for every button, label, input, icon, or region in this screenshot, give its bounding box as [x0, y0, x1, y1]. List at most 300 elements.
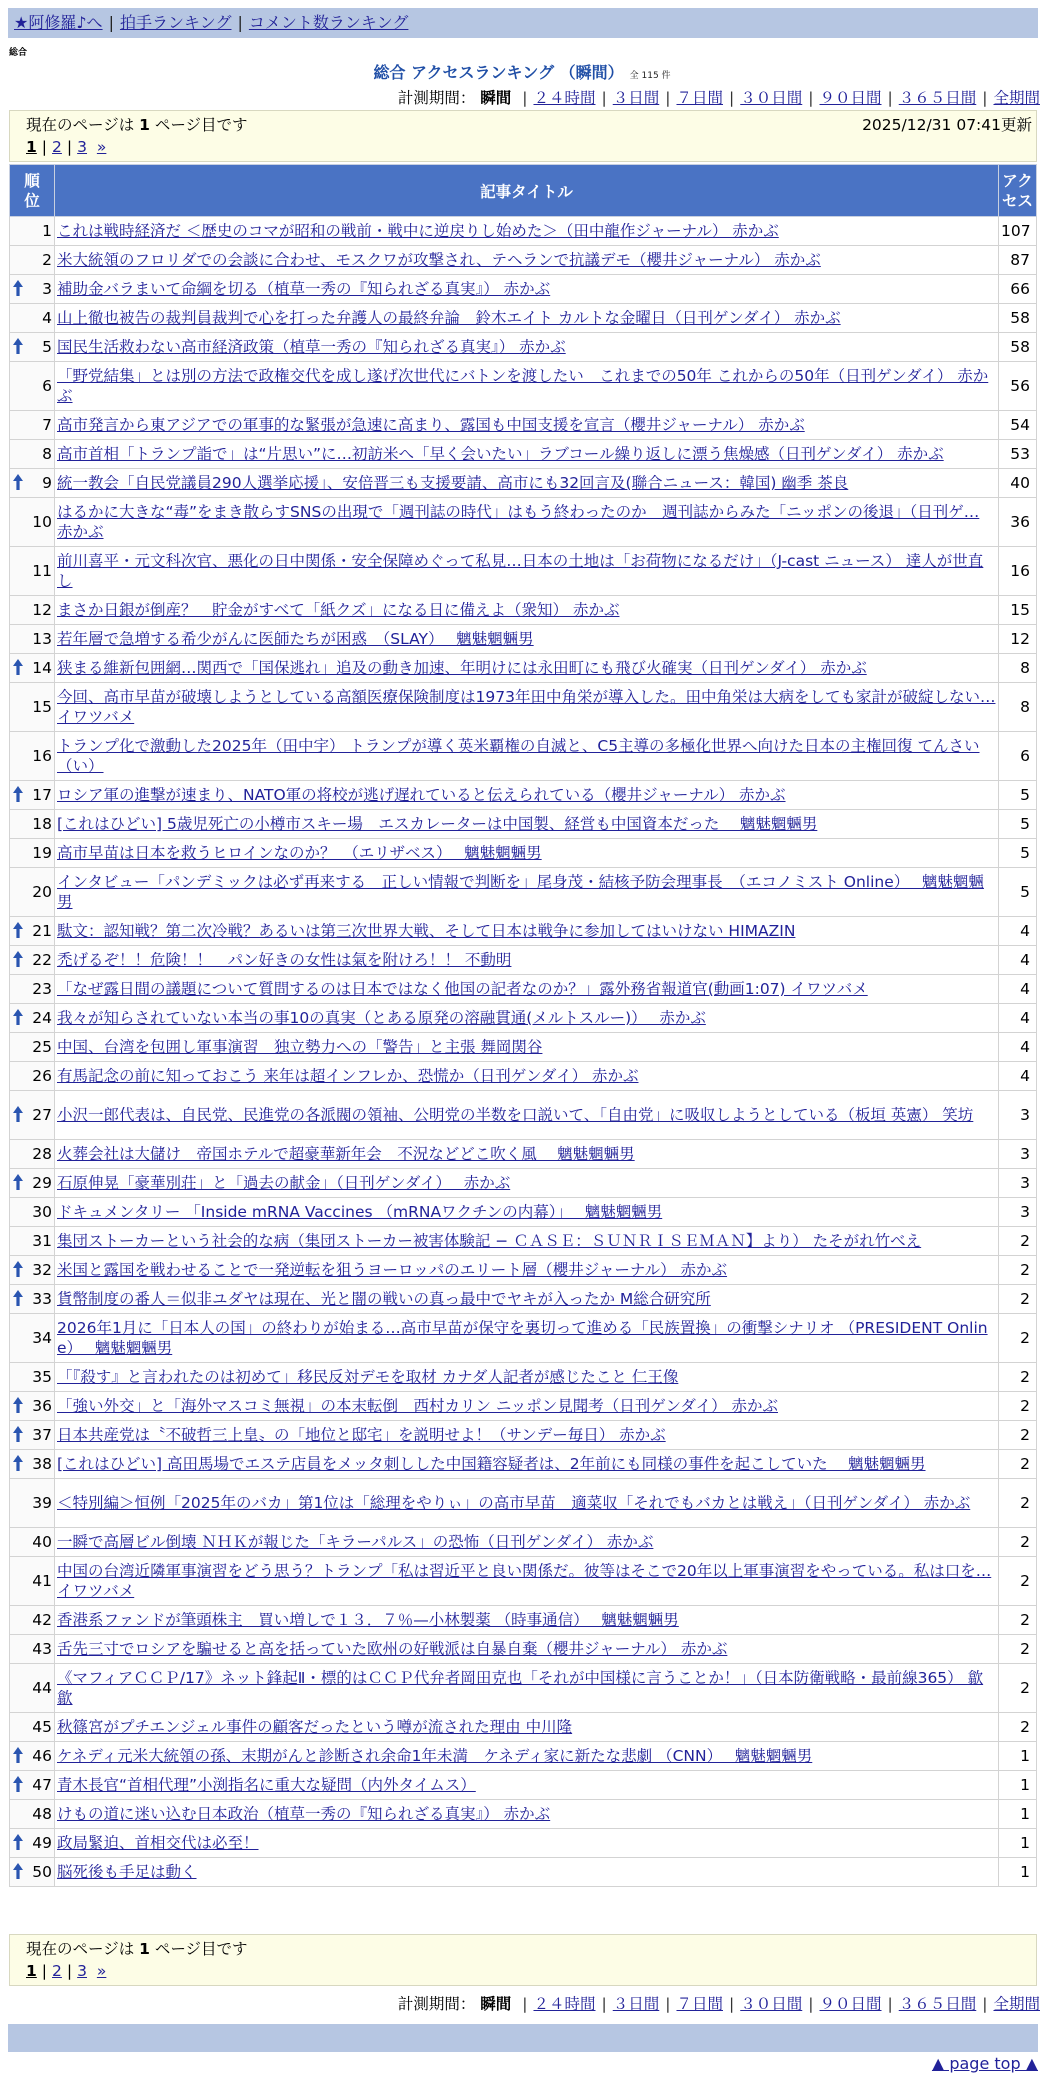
- article-link[interactable]: 中国の台湾近隣軍事演習をどう思う？トランプ「私は習近平と良い関係だ。彼等はそこで20年以上軍事演習をやっている。私は口を… イワツバメ: [57, 1562, 992, 1600]
- article-link[interactable]: 高市首相「トランプ詣で」は“片思い”に…初訪米へ「早く会いたい」ラブコール繰り返しに漂う焦燥感（日刊ゲンダイ） 赤かぶ: [57, 445, 944, 463]
- table-row: [10, 498, 1037, 547]
- rank-cell: [10, 946, 55, 975]
- access-count: 2: [999, 1606, 1037, 1635]
- article-link[interactable]: 高市発言から東アジアでの軍事的な緊張が急速に高まり、露国も中国支援を宣言（櫻井ジャーナル） 赤かぶ: [57, 416, 805, 434]
- next-page-link[interactable]: »: [96, 1962, 107, 1980]
- table-row: [10, 625, 1037, 654]
- title-cell: [55, 1858, 999, 1887]
- up-arrow-icon: [13, 1397, 23, 1413]
- access-count: 4: [999, 917, 1037, 946]
- rank-cell: [10, 917, 55, 946]
- title-cell: [55, 1606, 999, 1635]
- table-row: [10, 1198, 1037, 1227]
- rank-cell: [10, 1771, 55, 1800]
- rank-number: 11: [32, 562, 52, 580]
- article-link[interactable]: 今回、高市早苗が破壊しようとしている高額医療保険制度は1973年田中角栄が導入した。田中角栄は大病をしても家計が破綻しない… イワツバメ: [57, 688, 996, 726]
- rank-cell: [10, 1363, 55, 1392]
- title-cell: [55, 1742, 999, 1771]
- access-count: 1: [999, 1742, 1037, 1771]
- access-count: 12: [999, 625, 1037, 654]
- title-cell: [55, 946, 999, 975]
- article-link[interactable]: 香港系ファンドが筆頭株主 買い増しで１３．７％—小林製薬 （時事通信） 魑魅魍魎男: [57, 1611, 679, 1629]
- period-link[interactable]: ７日間: [676, 89, 723, 107]
- access-count: 4: [999, 1033, 1037, 1062]
- article-link[interactable]: 一瞬で高層ビル倒壊 ＮＨＫが報じた「キラーパルス」の恐怖（日刊ゲンダイ） 赤かぶ: [57, 1533, 654, 1551]
- rank-number: 30: [32, 1203, 52, 1221]
- rank-number: 20: [32, 883, 52, 901]
- rank-number: 9: [42, 474, 52, 492]
- access-count: 1: [999, 1858, 1037, 1887]
- rank-cell: [10, 1800, 55, 1829]
- access-count: 2: [999, 1227, 1037, 1256]
- access-count: 1: [999, 1800, 1037, 1829]
- table-row: [10, 1033, 1037, 1062]
- access-count: 2: [999, 1635, 1037, 1664]
- up-arrow-icon: [13, 1834, 23, 1850]
- article-link[interactable]: 火葬会社は大儲け 帝国ホテルで超豪華新年会 不況などどこ吹く風 魑魅魍魎男: [57, 1145, 635, 1163]
- article-link[interactable]: 狭まる維新包囲網…関西で「国保逃れ」追及の動き加速、年明けには永田町にも飛び火確実（日刊ゲンダイ） 赤かぶ: [57, 659, 867, 677]
- rank-cell: [10, 1479, 55, 1528]
- title-cell: [55, 1829, 999, 1858]
- article-link[interactable]: 舌先三寸でロシアを騙せると高を括っていた欧州の好戦派は自暴自棄（櫻井ジャーナル） 赤かぶ: [57, 1640, 728, 1658]
- article-link[interactable]: [これはひどい] 5歳児死亡の小樽市スキー場 エスカレーターは中国製、経営も中国資本だった 魑魅魍魎男: [57, 815, 818, 833]
- rank-cell: [10, 732, 55, 781]
- period-link[interactable]: ３０日間: [740, 1995, 803, 2013]
- updated-timestamp: 2025/12/31 07:41更新: [862, 116, 1032, 134]
- title-cell: [55, 810, 999, 839]
- access-count: 2: [999, 1363, 1037, 1392]
- title-cell: [55, 362, 999, 411]
- table-row: [10, 1140, 1037, 1169]
- rank-cell: [10, 217, 55, 246]
- rank-number: 27: [32, 1106, 52, 1124]
- page-separator: |: [66, 1962, 73, 1980]
- period-separator: |: [729, 1995, 735, 2013]
- up-arrow-icon: [13, 280, 23, 296]
- period-separator: |: [601, 1995, 607, 2013]
- rank-number: 50: [32, 1863, 52, 1881]
- rank-cell: [10, 1169, 55, 1198]
- rank-cell: [10, 1140, 55, 1169]
- up-arrow-icon: [13, 1009, 23, 1025]
- article-link[interactable]: これは戦時経済だ ＜歴史のコマが昭和の戦前・戦中に逆戻りし始めた＞（田中龍作ジャーナル） 赤かぶ: [57, 222, 779, 240]
- rank-cell: [10, 1635, 55, 1664]
- rank-number: 17: [32, 786, 52, 804]
- period-label: 計測期間：: [397, 1995, 476, 2013]
- up-arrow-icon: [13, 1863, 23, 1879]
- access-count: 58: [999, 333, 1037, 362]
- rank-cell: [10, 498, 55, 547]
- rank-number: 22: [32, 951, 52, 969]
- table-row: [10, 1858, 1037, 1887]
- period-link[interactable]: ３０日間: [740, 89, 803, 107]
- page-link[interactable]: 2: [52, 1962, 62, 1980]
- table-row: [10, 1713, 1037, 1742]
- access-count: 1: [999, 1771, 1037, 1800]
- title-cell: [55, 1771, 999, 1800]
- access-count: 5: [999, 868, 1037, 917]
- rank-number: 44: [32, 1679, 52, 1697]
- article-link[interactable]: 「野党結集」とは別の方法で政権交代を成し遂げ次世代にバトンを渡したい これまでの50年 これからの50年（日刊ゲンダイ） 赤かぶ: [57, 367, 989, 405]
- article-link[interactable]: 有馬記念の前に知っておこう 来年は超インフレか、恐慌か（日刊ゲンダイ） 赤かぶ: [57, 1067, 639, 1085]
- article-link[interactable]: ＜特別編＞恒例「2025年のバカ」第1位は「総理をやりぃ」の高市早苗 適菜収「それでもバカとは戦え」（日刊ゲンダイ） 赤かぶ: [57, 1494, 971, 1512]
- page-space: [87, 1962, 97, 1980]
- title-cell: [55, 1256, 999, 1285]
- rank-cell: [10, 1858, 55, 1887]
- up-arrow-icon: [13, 659, 23, 675]
- ranking-rows: [10, 217, 1037, 1887]
- access-count: 54: [999, 411, 1037, 440]
- rank-cell: [10, 1198, 55, 1227]
- up-arrow-icon: [13, 1426, 23, 1442]
- access-count: 87: [999, 246, 1037, 275]
- table-row: [10, 1606, 1037, 1635]
- table-row: [10, 1664, 1037, 1713]
- access-count: 3: [999, 1140, 1037, 1169]
- title-cell: [55, 1392, 999, 1421]
- rank-cell: [10, 781, 55, 810]
- article-link[interactable]: 石原伸晃「豪華別荘」と「過去の献金」（日刊ゲンダイ） 赤かぶ: [57, 1174, 511, 1192]
- article-link[interactable]: 高市早苗は日本を救うヒロインなのか？ （エリザベス） 魑魅魍魎男: [57, 844, 542, 862]
- period-link[interactable]: ９０日間: [819, 1995, 882, 2013]
- period-link[interactable]: ３６５日間: [898, 89, 977, 107]
- table-row: [10, 411, 1037, 440]
- title-cell: [55, 1557, 999, 1606]
- access-count: 15: [999, 596, 1037, 625]
- rank-cell: [10, 1256, 55, 1285]
- period-separator: |: [808, 89, 814, 107]
- article-link[interactable]: 中国、台湾を包囲し軍事演習 独立勢力への「警告」と主張 舞岡関谷: [57, 1038, 543, 1056]
- article-link[interactable]: ケネディ元米大統領の孫、末期がんと診断され余命1年未満 ケネディ家に新たな悲劇 （CNN） 魑魅魍魎男: [57, 1747, 813, 1765]
- page-link[interactable]: 2: [52, 138, 62, 156]
- title-cell: [55, 469, 999, 498]
- page-title-text: 総合 アクセスランキング （瞬間）: [373, 63, 624, 82]
- article-link[interactable]: 政局緊迫、首相交代は必至！: [57, 1834, 259, 1852]
- access-count: 2: [999, 1664, 1037, 1713]
- rank-number: 37: [32, 1426, 52, 1444]
- rank-number: 36: [32, 1397, 52, 1415]
- article-link[interactable]: 米大統領のフロリダでの会談に合わせ、モスクワが攻撃され、テヘランで抗議デモ（櫻井ジャーナル） 赤かぶ: [57, 251, 821, 269]
- title-cell: [55, 1169, 999, 1198]
- table-row: [10, 1528, 1037, 1557]
- period-separator: |: [982, 89, 988, 107]
- title-cell: [55, 1800, 999, 1829]
- period-separator: |: [665, 89, 671, 107]
- period-separator: |: [522, 89, 528, 107]
- table-row: [10, 547, 1037, 596]
- period-links: [516, 89, 1040, 107]
- access-count: 16: [999, 547, 1037, 596]
- title-cell: [55, 975, 999, 1004]
- article-link[interactable]: 統一教会「自民党議員290人選挙応援」、安倍晋三も支援要請、高市にも32回言及(聯合ニュース：韓国) 幽季 茶良: [57, 474, 849, 492]
- article-link[interactable]: 前川喜平・元文科次官、悪化の日中関係・安全保障めぐって私見…日本の土地は「お荷物になるだけ」（J-cast ニュース） 達人が世直し: [57, 552, 984, 590]
- period-link[interactable]: ９０日間: [819, 89, 882, 107]
- article-link[interactable]: 山上徹也被告の裁判員裁判で心を打った弁護人の最終弁論 鈴木エイト カルトな金曜日（日刊ゲンダイ） 赤かぶ: [57, 309, 841, 327]
- table-row: [10, 304, 1037, 333]
- rank-cell: [10, 469, 55, 498]
- rank-number: 21: [32, 922, 52, 940]
- period-label: 計測期間：: [397, 89, 476, 107]
- title-cell: [55, 781, 999, 810]
- up-arrow-icon: [13, 338, 23, 354]
- title-cell: [55, 1285, 999, 1314]
- access-count: 3: [999, 1091, 1037, 1140]
- period-link[interactable]: ２４時間: [533, 89, 596, 107]
- period-link[interactable]: ７日間: [676, 1995, 723, 2013]
- page-title: [0, 60, 1044, 83]
- up-arrow-icon: [13, 922, 23, 938]
- article-link[interactable]: ドキュメンタリー 「Inside mRNA Vaccines （mRNAワクチンの内幕）」 魑魅魍魎男: [57, 1203, 663, 1221]
- rank-number: 28: [32, 1145, 52, 1163]
- rank-cell: [10, 1421, 55, 1450]
- access-count: 2: [999, 1392, 1037, 1421]
- period-link[interactable]: ３日間: [612, 1995, 660, 2013]
- access-count: 2: [999, 1256, 1037, 1285]
- up-arrow-icon: [13, 474, 23, 490]
- period-separator: |: [887, 1995, 893, 2013]
- access-count: 2: [999, 1528, 1037, 1557]
- rank-cell: [10, 246, 55, 275]
- article-link[interactable]: はるかに大きな“毒”をまき散らすSNSの出現で「週刊誌の時代」はもう終わったのか 週刊誌からみた「ニッポンの後退」（日刊ゲ… 赤かぶ: [57, 503, 980, 541]
- rank-number: 45: [32, 1718, 52, 1736]
- title-cell: [55, 683, 999, 732]
- rank-cell: [10, 1664, 55, 1713]
- table-row: [10, 975, 1037, 1004]
- page-link[interactable]: 3: [77, 138, 88, 156]
- article-link[interactable]: トランプ化で激動した2025年（田中宇） トランプが導く英米覇権の自滅と、C5主導の多極化世界へ向けた日本の主権回復 てんさい（い）: [57, 737, 980, 775]
- rank-number: 29: [32, 1174, 52, 1192]
- table-row: [10, 781, 1037, 810]
- access-count: 2: [999, 1450, 1037, 1479]
- rank-cell: [10, 810, 55, 839]
- period-link[interactable]: ３日間: [612, 89, 660, 107]
- article-link[interactable]: 2026年1月に「日本人の国」の終わりが始まる…高市早苗が保守を裏切って進める「民族置換」の衝撃シナリオ （PRESIDENT Online） 魑魅魍魎男: [57, 1319, 988, 1357]
- applause-ranking-link[interactable]: 拍手ランキング: [119, 13, 232, 32]
- access-count: 58: [999, 304, 1037, 333]
- access-count: 53: [999, 440, 1037, 469]
- article-link[interactable]: [これはひどい] 高田馬場でエステ店員をメッタ刺しした中国籍容疑者は、2年前にも同様の事件を起こしていた 魑魅魍魎男: [57, 1455, 926, 1473]
- rank-cell: [10, 1033, 55, 1062]
- rank-number: 31: [32, 1232, 52, 1250]
- rank-cell: [10, 1450, 55, 1479]
- title-cell: [55, 1033, 999, 1062]
- rank-number: 19: [32, 844, 52, 862]
- rank-number: 6: [42, 377, 52, 395]
- table-row: [10, 1450, 1037, 1479]
- article-link[interactable]: 《マフィアＣＣＰ/17》ネット鋒起Ⅱ・標的はＣＣＰ代弁者岡田克也「それが中国様に言うことか！」（日本防衛戦略・最前線365） 歙歙: [57, 1669, 984, 1707]
- title-cell: [55, 1314, 999, 1363]
- article-link[interactable]: 「強い外交」と「海外マスコミ無視」の本末転倒 西村カリン ニッポン見聞考（日刊ゲンダイ） 赤かぶ: [57, 1397, 778, 1415]
- title-cell: [55, 1140, 999, 1169]
- next-page-link[interactable]: »: [96, 138, 107, 156]
- period-links: [516, 1995, 1040, 2013]
- section-label: 総合: [9, 48, 28, 58]
- access-count: 6: [999, 732, 1037, 781]
- article-link[interactable]: 貨幣制度の番人＝似非ユダヤは現在、光と闇の戦いの真っ最中でヤキが入ったか M総合研究所: [57, 1290, 711, 1308]
- page-links: [26, 1960, 1020, 1982]
- table-row: [10, 596, 1037, 625]
- title-cell: [55, 1421, 999, 1450]
- table-row: [10, 1421, 1037, 1450]
- article-link[interactable]: まさか日銀が倒産？ 貯金がすべて「紙クズ」になる日に備えよ（衆知） 赤かぶ: [57, 601, 620, 619]
- article-link[interactable]: 青木長官“首相代理”小渕指名に重大な疑問（内外タイムス）: [57, 1776, 476, 1794]
- title-cell: [55, 1062, 999, 1091]
- table-row: [10, 1256, 1037, 1285]
- comment-ranking-link[interactable]: コメント数ランキング: [248, 13, 409, 32]
- period-link[interactable]: ３６５日間: [898, 1995, 977, 2013]
- rank-number: 2: [42, 251, 52, 269]
- title-cell: [55, 1479, 999, 1528]
- page-space: [87, 138, 97, 156]
- up-arrow-icon: [13, 951, 23, 967]
- article-link[interactable]: 集団ストーカーという社会的な病（集団ストーカー被害体験記 − ＣＡＳＥ：ＳＵＮＲＩＳＥＭＡＮ】より） たそがれ竹べえ: [57, 1232, 922, 1250]
- period-separator: |: [522, 1995, 528, 2013]
- title-cell: [55, 1363, 999, 1392]
- rank-number: 14: [32, 659, 52, 677]
- article-link[interactable]: 若年層で急増する希少がんに医師たちが困惑 （SLAY） 魑魅魍魎男: [57, 630, 534, 648]
- rank-number: 46: [32, 1747, 52, 1765]
- period-link[interactable]: 全期間: [993, 1995, 1040, 2013]
- table-row: [10, 333, 1037, 362]
- access-count: 2: [999, 1285, 1037, 1314]
- rank-cell: [10, 1392, 55, 1421]
- access-count: 4: [999, 975, 1037, 1004]
- rank-cell: [10, 1314, 55, 1363]
- title-cell: [55, 1198, 999, 1227]
- article-link[interactable]: 脳死後も手足は動く: [57, 1863, 197, 1881]
- title-cell: [55, 839, 999, 868]
- table-row: [10, 217, 1037, 246]
- article-link[interactable]: 駄文：認知戦？第二次冷戦？あるいは第三次世界大戦、そして日本は戦争に参加してはいけない HIMAZIN: [57, 922, 796, 940]
- rank-cell: [10, 1713, 55, 1742]
- table-row: [10, 440, 1037, 469]
- title-cell: [55, 1450, 999, 1479]
- access-count: 36: [999, 498, 1037, 547]
- table-row: [10, 868, 1037, 917]
- pager-bottom: [9, 1934, 1037, 1986]
- access-count: 5: [999, 810, 1037, 839]
- article-link[interactable]: インタビュー「パンデミックは必ず再来する 正しい情報で判断を」尾身茂・結核予防会理事長 （エコノミスト Online） 魑魅魍魎男: [57, 873, 984, 911]
- article-link[interactable]: 補助金バラまいて命綱を切る（植草一秀の『知られざる真実』） 赤かぶ: [57, 280, 551, 298]
- period-separator: |: [808, 1995, 814, 2013]
- article-link[interactable]: けもの道に迷い込む日本政治（植草一秀の『知られざる真実』） 赤かぶ: [57, 1805, 551, 1823]
- up-arrow-icon: [13, 1261, 23, 1277]
- article-link[interactable]: 日本共産党は〝不破哲三上皇〟の「地位と邸宅」を説明せよ！（サンデー毎日） 赤かぶ: [57, 1426, 666, 1444]
- rank-cell: [10, 654, 55, 683]
- rank-cell: [10, 1742, 55, 1771]
- article-link[interactable]: 米国と露国を戦わせることで一発逆転を狙うヨーロッパのエリート層（櫻井ジャーナル） 赤かぶ: [57, 1261, 728, 1279]
- access-count: 40: [999, 469, 1037, 498]
- article-link[interactable]: 「『殺す』と言われたのは初めて」移民反対デモを取材 カナダ人記者が感じたこと 仁王像: [57, 1368, 679, 1386]
- table-row: [10, 1800, 1037, 1829]
- rank-number: 5: [42, 338, 52, 356]
- rank-cell: [10, 625, 55, 654]
- period-current: 瞬間: [480, 89, 512, 107]
- up-arrow-icon: [13, 1747, 23, 1763]
- article-link[interactable]: 秋篠宮がプチエンジェル事件の顧客だったという噂が流された理由 中川隆: [57, 1718, 573, 1736]
- article-link[interactable]: 禿げるぞ！！危険！！ パン好きの女性は氣を附けろ！！ 不動明: [57, 951, 512, 969]
- rank-cell: [10, 333, 55, 362]
- title-cell: [55, 440, 999, 469]
- page-link[interactable]: 3: [77, 1962, 88, 1980]
- rank-cell: [10, 1285, 55, 1314]
- title-cell: [55, 1713, 999, 1742]
- rank-number: 35: [32, 1368, 52, 1386]
- access-count: 2: [999, 1421, 1037, 1450]
- rank-number: 39: [32, 1494, 52, 1512]
- period-separator: |: [665, 1995, 671, 2013]
- page-current: 1: [26, 1962, 37, 1980]
- page-top-link[interactable]: ▲ page top ▲: [931, 2054, 1038, 2073]
- title-cell: [55, 1664, 999, 1713]
- rank-cell: [10, 1062, 55, 1091]
- article-link[interactable]: 国民生活救わない高市経済政策（植草一秀の『知られざる真実』） 赤かぶ: [57, 338, 566, 356]
- article-link[interactable]: 我々が知らされていない本当の事10の真実（とある原発の溶融貫通(メルトスルー)） 赤かぶ: [57, 1009, 706, 1027]
- page-status: 現在のページは 1 ページ目です: [26, 116, 248, 134]
- rank-header: 順位: [10, 165, 55, 217]
- access-count: 5: [999, 781, 1037, 810]
- rank-cell: [10, 362, 55, 411]
- title-cell: [55, 917, 999, 946]
- table-row: [10, 683, 1037, 732]
- ranking-table: [9, 164, 1037, 1887]
- title-cell: [55, 1091, 999, 1140]
- title-cell: [55, 304, 999, 333]
- table-row: [10, 469, 1037, 498]
- rank-cell: [10, 1091, 55, 1140]
- access-count: 3: [999, 1198, 1037, 1227]
- rank-number: 3: [42, 280, 52, 298]
- rank-number: 16: [32, 747, 52, 765]
- rank-number: 48: [32, 1805, 52, 1823]
- home-link[interactable]: ★阿修羅♪へ: [14, 13, 103, 32]
- article-link[interactable]: 小沢一郎代表は、自民党、民進党の各派閥の領袖、公明党の半数を口説いて、「自由党」に吸収しようとしている（板垣 英憲） 笑坊: [57, 1106, 974, 1124]
- table-row: [10, 1091, 1037, 1140]
- bottom-bar: [8, 2024, 1038, 2052]
- table-row: [10, 362, 1037, 411]
- table-row: [10, 246, 1037, 275]
- rank-number: 26: [32, 1067, 52, 1085]
- title-cell: [55, 547, 999, 596]
- article-link[interactable]: 「なぜ露日間の議題について質問するのは日本ではなく他国の記者なのか？」露外務省報道官(動画1:07) イワツバメ: [57, 980, 868, 998]
- article-link[interactable]: ロシア軍の進撃が速まり、NATO軍の将校が逃げ遅れていると伝えられている（櫻井ジャーナル） 赤かぶ: [57, 786, 786, 804]
- period-link[interactable]: 全期間: [993, 89, 1040, 107]
- access-count: 8: [999, 654, 1037, 683]
- title-cell: [55, 654, 999, 683]
- title-cell: [55, 1528, 999, 1557]
- table-row: [10, 946, 1037, 975]
- page-separator: |: [41, 1962, 48, 1980]
- rank-number: 34: [32, 1329, 52, 1347]
- up-arrow-icon: [13, 1106, 23, 1122]
- access-count: 66: [999, 275, 1037, 304]
- rank-cell: [10, 440, 55, 469]
- title-cell: [55, 1227, 999, 1256]
- table-row: [10, 1062, 1037, 1091]
- page-separator: |: [41, 138, 48, 156]
- period-link[interactable]: ２４時間: [533, 1995, 596, 2013]
- rank-number: 8: [42, 445, 52, 463]
- rank-number: 24: [32, 1009, 52, 1027]
- table-row: [10, 839, 1037, 868]
- period-selector-bottom: [398, 1992, 1040, 2014]
- table-row: [10, 1169, 1037, 1198]
- table-row: [10, 1004, 1037, 1033]
- rank-cell: [10, 304, 55, 333]
- title-cell: [55, 498, 999, 547]
- title-cell: [55, 275, 999, 304]
- access-count: 8: [999, 683, 1037, 732]
